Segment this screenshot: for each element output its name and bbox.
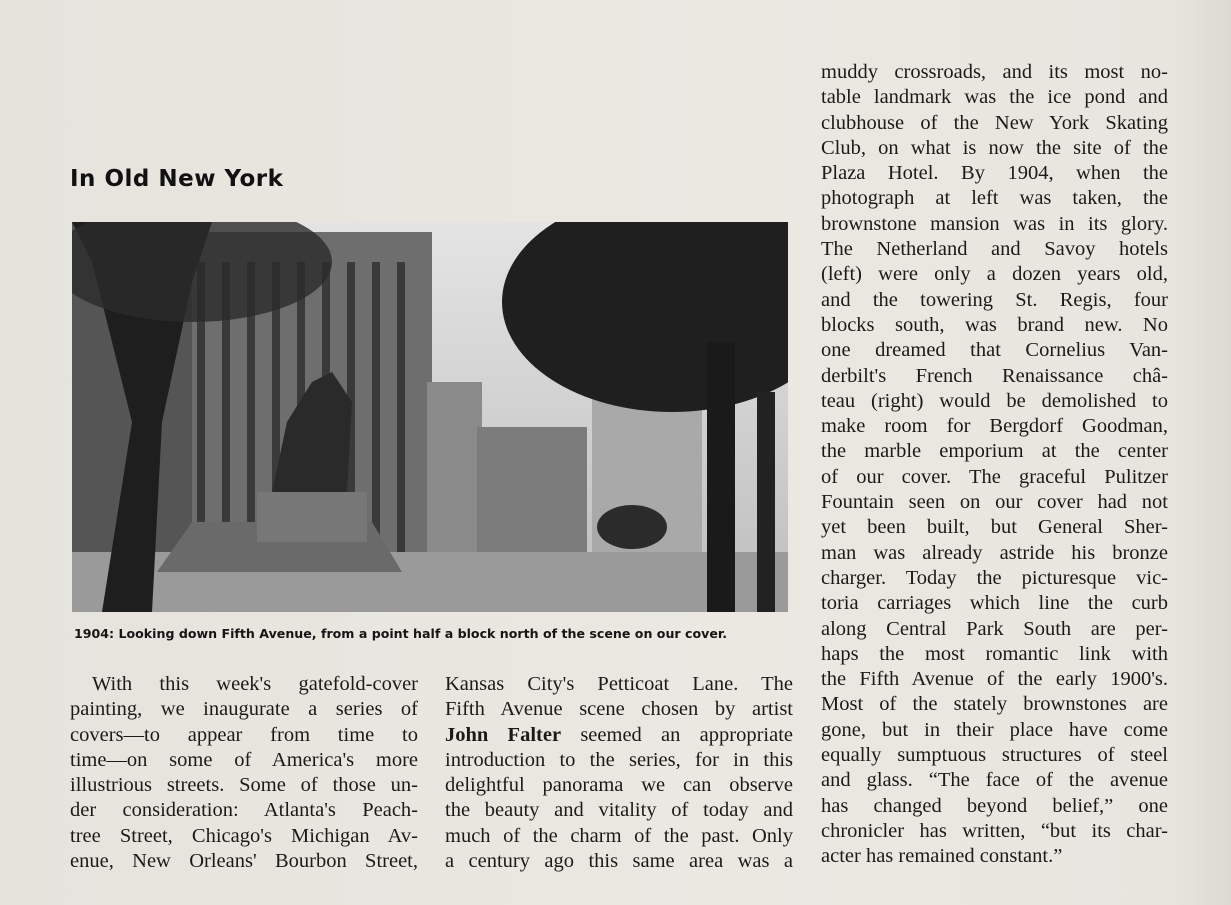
photo-caption: 1904: Looking down Fifth Avenue, from a point half a block north of the scene on our cover. [74,626,728,641]
text-line: derbilt's French Renaissance châ- [821,364,1168,387]
text-line: one dreamed that Cornelius Van- [821,339,1168,362]
text-line: has changed beyond belief,” one [821,794,1168,817]
text-line: haps the most romantic link with [821,642,1168,665]
text-line: Fifth Avenue scene chosen by artist [445,698,793,721]
text-line: much of the charm of the past. Only [445,824,793,847]
text-line: introduction to the series, for in this [445,748,793,771]
text-line: blocks south, was brand new. No [821,313,1168,336]
text-line: chronicler has written, “but its char- [821,819,1168,842]
text-line: With this week's gatefold-cover [92,673,418,695]
text-line: The Netherland and Savoy hotels [821,238,1168,261]
text-line: enue, New Orleans' Bourbon Street, [70,850,418,873]
text-line: Plaza Hotel. By 1904, when the [821,162,1168,185]
text-line: Club, on what is now the site of the [821,136,1168,159]
text-line: der consideration: Atlanta's Peach- [70,799,418,822]
text-line: and glass. “The face of the avenue [821,769,1168,792]
text-line: a century ago this same area was a [445,850,793,873]
text-line: and the towering St. Regis, four [821,288,1168,311]
text-line: the beauty and vitality of today and [445,799,793,822]
article-column-1 [70,672,418,874]
text-line: the marble emporium at the center [821,440,1168,463]
article-headline: In Old New York [70,166,284,192]
text-line: the Fifth Avenue of the early 1900's. [821,668,1168,691]
text-line: of our cover. The graceful Pulitzer [821,465,1168,488]
text-line: illustrious streets. Some of those un- [70,774,418,797]
text-line: clubhouse of the New York Skating [821,111,1168,134]
text-segment: seemed an appropriate [561,723,793,746]
text-line: muddy crossroads, and its most no- [821,61,1168,83]
text-line: charger. Today the picturesque vic- [821,566,1168,589]
text-line: Fountain seen on our cover had not [821,491,1168,514]
text-line: painting, we inaugurate a series of [70,698,418,721]
text-line [445,723,793,748]
article-column-3 [821,60,1168,870]
text-line: gone, but in their place have come [821,718,1168,741]
text-line: (left) were only a dozen years old, [821,263,1168,286]
article-column-2 [445,672,793,874]
text-line: tree Street, Chicago's Michigan Av- [70,824,418,847]
text-line: delightful panorama we can observe [445,774,793,797]
text-line: toria carriages which line the curb [821,592,1168,615]
text-line: equally sumptuous structures of steel [821,744,1168,767]
text-line: brownstone mansion was in its glory. [821,212,1168,235]
text-line: acter has remained constant.” [821,845,1063,868]
text-line: Most of the stately brownstones are [821,693,1168,716]
text-line: covers—to appear from time to [70,723,418,746]
artist-name: John Falter [445,723,562,746]
text-line: time—on some of America's more [70,748,418,771]
text-line: teau (right) would be demolished to [821,389,1168,412]
historic-photo-fifth-avenue [72,222,788,612]
text-line: table landmark was the ice pond and [821,86,1168,109]
text-line: along Central Park South are per- [821,617,1168,640]
text-line: man was already astride his bronze [821,541,1168,564]
text-line: yet been built, but General Sher- [821,516,1168,539]
text-line: Kansas City's Petticoat Lane. The [445,673,793,695]
text-line: make room for Bergdorf Goodman, [821,415,1168,438]
text-line: photograph at left was taken, the [821,187,1168,210]
